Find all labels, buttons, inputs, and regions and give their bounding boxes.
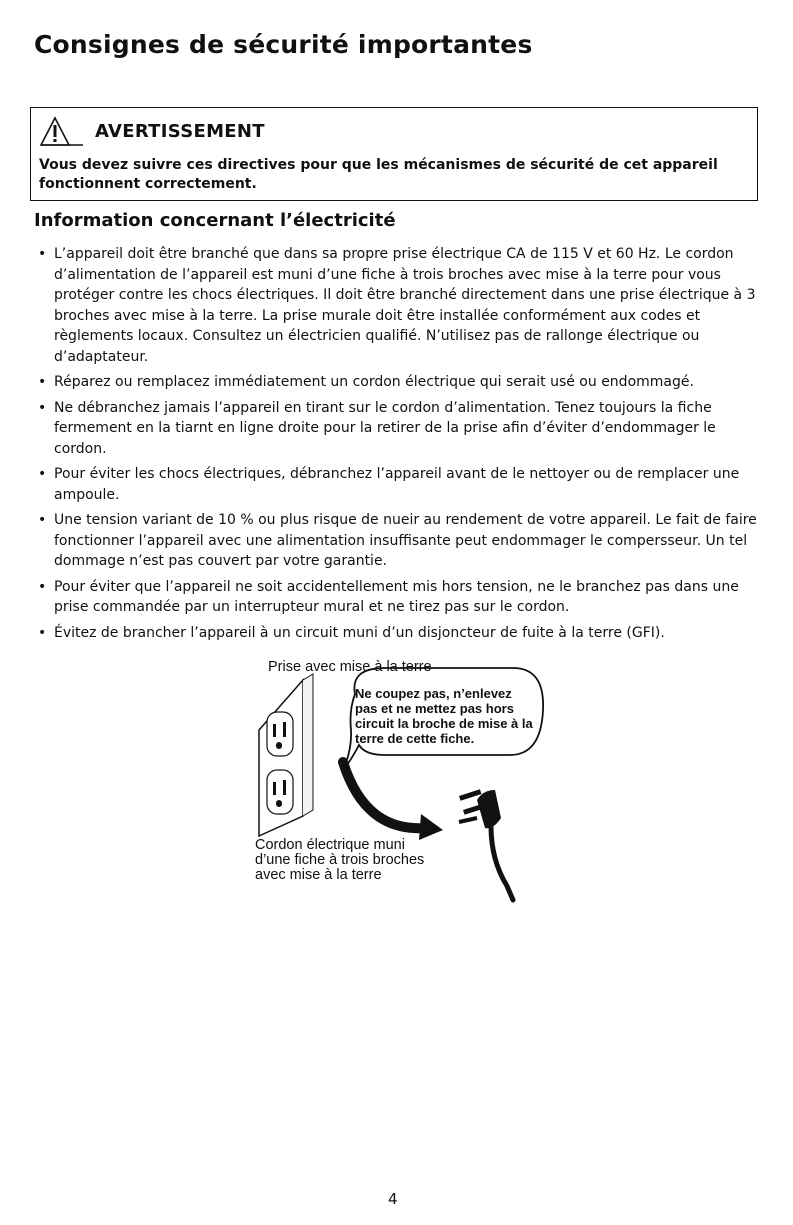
grounded-plug-icon <box>459 789 513 900</box>
warning-box <box>30 107 758 201</box>
safety-list <box>38 244 763 648</box>
list-item: • Réparez ou remplacez immédiatement un cordon électrique qui serait usé ou endommagé. <box>38 372 763 393</box>
curved-arrow-icon <box>343 762 443 840</box>
list-item: • Une tension variant de 10 % ou plus risque de nueir au rendement de votre appareil. Le fait de faire fonctionner l’appareil avec une alimentation insuffisante peut endommager le compersseur. Un tel dommage n’est pas couvert par votre garantie. <box>38 510 763 572</box>
list-item: • Ne débranchez jamais l’appareil en tirant sur le cordon d’alimentation. Tenez toujours la fiche fermement en la tiarnt en ligne droite pour la retirer de la prise afin d’éviter d’endommager le cordon. <box>38 398 763 460</box>
page-title: Consignes de sécurité importantes <box>34 30 533 59</box>
page-number: 4 <box>388 1190 398 1208</box>
grounding-figure <box>255 650 545 910</box>
section-title: Information concernant l’électricité <box>34 210 396 231</box>
warning-text: Vous devez suivre ces directives pour que les mécanismes de sécurité de cet appareil fonctionnent correctement. <box>39 157 718 192</box>
cord-label-line: d’une fiche à trois broches <box>255 852 425 868</box>
list-item: • Évitez de brancher l’appareil à un circuit muni d’un disjoncteur de fuite à la terre (GFI). <box>38 623 763 644</box>
warning-header <box>39 116 265 146</box>
list-item: • Pour éviter que l’appareil ne soit accidentellement mis hors tension, ne le branchez pas dans une prise commandée par un interrupteur mural et ne tirez pas sur le cordon. <box>38 577 763 618</box>
outlet-label: Prise avec mise à la terre <box>268 659 432 675</box>
list-item: • Pour éviter les chocs électriques, débranchez l’appareil avant de le nettoyer ou de remplacer une ampoule. <box>38 464 763 505</box>
wall-outlet-icon <box>259 674 313 836</box>
cord-label-line: Cordon électrique muni <box>255 837 405 853</box>
list-item: • L’appareil doit être branché que dans sa propre prise électrique CA de 115 V et 60 Hz. Le cordon d’alimentation de l’appareil est muni d’une fiche à trois broches avec mise à la terre pour vous protéger contre les chocs électriques. Il doit être branché directement dans une prise électrique à 3 broches avec mise à la terre. La prise murale doit être installée conformément aux codes et règlements locaux. Consultez un électricien qualifié. N’utilisez pas de rallonge électrique ou d’adaptateur. <box>38 244 763 367</box>
bubble-text: Ne coupez pas, n’enlevez pas et ne mettez pas hors circuit la broche de mise à la terre de cette fiche. <box>355 686 533 746</box>
warning-label: AVERTISSEMENT <box>95 120 265 142</box>
cord-label <box>255 838 455 883</box>
warning-triangle-icon <box>39 116 85 146</box>
cord-label-line: avec mise à la terre <box>255 867 382 883</box>
